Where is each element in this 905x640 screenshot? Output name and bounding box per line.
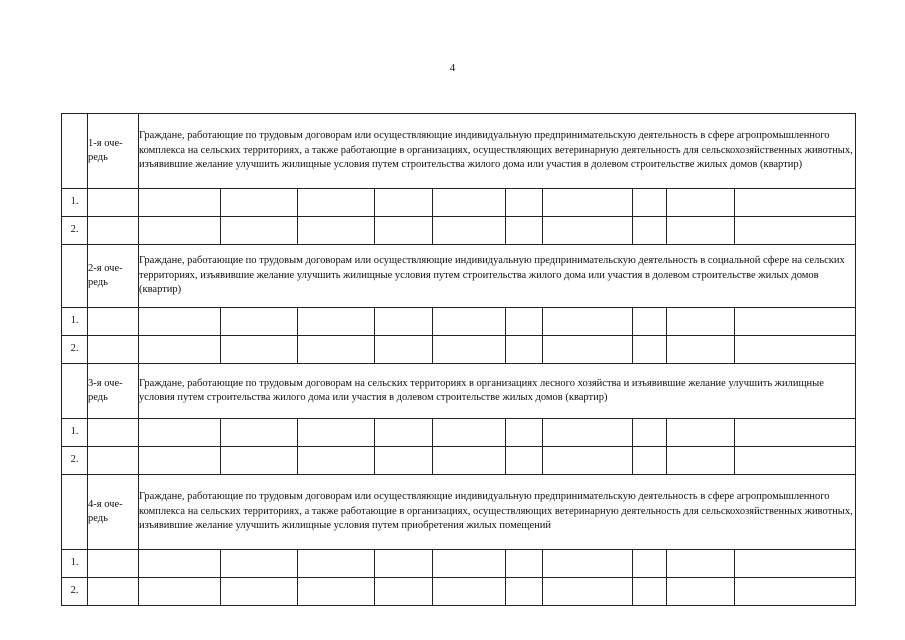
- queue-description: Граждане, работающие по трудовым договорам или осуществляющие индивидуальную предпринимательскую деятельность в сфере агропромышленного комплекса на сельских территориях, а также работающие в организациях, осуществляющих ветеринарную деятельность для сельскохозяйственных животных, изъявившие желание улучшить жилищные условия путем приобретения жилых помещений: [139, 475, 856, 550]
- table-cell-empty: [139, 447, 221, 475]
- table-cell-empty: [633, 419, 667, 447]
- table-cell-empty: [633, 578, 667, 606]
- queue-description: Граждане, работающие по трудовым договорам или осуществляющие индивидуальную предпринимательскую деятельность в социальной сфере на сельских территориях, изъявившие желание улучшить жилищные условия путем строительства жилого дома или участия в долевом строительстве жилых домов (квартир): [139, 245, 856, 308]
- table-cell-empty: [506, 419, 543, 447]
- group-number-cell: [62, 475, 88, 550]
- table-cell-empty: [506, 550, 543, 578]
- table-cell-empty: [667, 217, 735, 245]
- table-cell-empty: [633, 336, 667, 364]
- table-cell-empty: [88, 336, 139, 364]
- table-cell-empty: [433, 336, 506, 364]
- queue-label: 1-я оче- редь: [88, 114, 139, 189]
- table-cell-empty: [506, 308, 543, 336]
- table-cell-empty: [433, 189, 506, 217]
- table-cell-empty: [221, 217, 298, 245]
- table-cell-empty: [543, 419, 633, 447]
- table-cell-empty: [433, 578, 506, 606]
- table-cell-empty: [543, 578, 633, 606]
- table-cell-empty: [298, 578, 375, 606]
- queue-group-row: [62, 475, 856, 550]
- table-cell-empty: [633, 217, 667, 245]
- table-cell-empty: [375, 550, 433, 578]
- table-cell-empty: [221, 419, 298, 447]
- table-cell-empty: [88, 217, 139, 245]
- table-cell-empty: [298, 550, 375, 578]
- table-cell-empty: [735, 550, 856, 578]
- housing-queue-table: [61, 113, 856, 606]
- table-cell-empty: [543, 217, 633, 245]
- row-number: 1.: [62, 550, 88, 578]
- table-cell-empty: [221, 447, 298, 475]
- row-number: 2.: [62, 447, 88, 475]
- table-cell-empty: [667, 447, 735, 475]
- table-row: [62, 419, 856, 447]
- table-cell-empty: [667, 336, 735, 364]
- table-cell-empty: [735, 217, 856, 245]
- table-body: [62, 114, 856, 606]
- table-cell-empty: [735, 447, 856, 475]
- table-cell-empty: [667, 550, 735, 578]
- table-cell-empty: [633, 189, 667, 217]
- table-cell-empty: [298, 447, 375, 475]
- table-cell-empty: [433, 419, 506, 447]
- table-row: [62, 189, 856, 217]
- table-cell-empty: [667, 308, 735, 336]
- table-cell-empty: [433, 308, 506, 336]
- table-cell-empty: [139, 336, 221, 364]
- table-row: [62, 447, 856, 475]
- table-row: [62, 336, 856, 364]
- table-cell-empty: [298, 336, 375, 364]
- table-cell-empty: [375, 419, 433, 447]
- table-cell-empty: [543, 308, 633, 336]
- group-number-cell: [62, 364, 88, 419]
- group-number-cell: [62, 114, 88, 189]
- table-row: [62, 217, 856, 245]
- table-cell-empty: [735, 308, 856, 336]
- table-cell-empty: [506, 189, 543, 217]
- table-cell-empty: [221, 336, 298, 364]
- table-cell-empty: [543, 447, 633, 475]
- table-cell-empty: [375, 336, 433, 364]
- row-number: 2.: [62, 336, 88, 364]
- queue-label: 2-я оче- редь: [88, 245, 139, 308]
- table-cell-empty: [375, 578, 433, 606]
- table-cell-empty: [543, 550, 633, 578]
- table-cell-empty: [735, 189, 856, 217]
- table-cell-empty: [633, 308, 667, 336]
- queue-description: Граждане, работающие по трудовым договорам на сельских территориях в организациях лесного хозяйства и изъявившие желание улучшить жилищные условия путем строительства жилого дома или участия в долевом строительстве жилых домов (квартир): [139, 364, 856, 419]
- table-cell-empty: [735, 419, 856, 447]
- table-cell-empty: [506, 447, 543, 475]
- row-number: 1.: [62, 189, 88, 217]
- table-cell-empty: [633, 550, 667, 578]
- page-number: 4: [449, 62, 456, 74]
- table-row: [62, 578, 856, 606]
- table-cell-empty: [221, 189, 298, 217]
- table-cell-empty: [667, 578, 735, 606]
- table-cell-empty: [375, 189, 433, 217]
- table-cell-empty: [298, 189, 375, 217]
- table-cell-empty: [139, 189, 221, 217]
- table-cell-empty: [139, 550, 221, 578]
- table-cell-empty: [298, 419, 375, 447]
- queue-group-row: [62, 114, 856, 189]
- table-cell-empty: [139, 308, 221, 336]
- table-cell-empty: [88, 578, 139, 606]
- table-cell-empty: [506, 578, 543, 606]
- queue-group-row: [62, 364, 856, 419]
- table-cell-empty: [298, 308, 375, 336]
- table-cell-empty: [221, 550, 298, 578]
- table-cell-empty: [88, 550, 139, 578]
- table-cell-empty: [735, 578, 856, 606]
- table-cell-empty: [543, 336, 633, 364]
- group-number-cell: [62, 245, 88, 308]
- queue-label: 3-я оче- редь: [88, 364, 139, 419]
- table-cell-empty: [139, 419, 221, 447]
- table-cell-empty: [735, 336, 856, 364]
- table-cell-empty: [221, 308, 298, 336]
- table-cell-empty: [298, 217, 375, 245]
- table-cell-empty: [88, 308, 139, 336]
- row-number: 1.: [62, 419, 88, 447]
- queue-description: Граждане, работающие по трудовым договорам или осуществляющие индивидуальную предпринимательскую деятельность в сфере агропромышленного комплекса на сельских территориях, а также работающие в организациях, осуществляющих ветеринарную деятельность для сельскохозяйственных животных, изъявившие желание улучшить жилищные условия путем строительства жилого дома или участия в долевом строительстве жилых домов (квартир): [139, 114, 856, 189]
- table-cell-empty: [633, 447, 667, 475]
- table-cell-empty: [433, 447, 506, 475]
- table-cell-empty: [221, 578, 298, 606]
- table-cell-empty: [433, 550, 506, 578]
- table-cell-empty: [88, 189, 139, 217]
- table-cell-empty: [88, 447, 139, 475]
- table-cell-empty: [375, 308, 433, 336]
- table-cell-empty: [543, 189, 633, 217]
- table-cell-empty: [506, 217, 543, 245]
- table-cell-empty: [139, 217, 221, 245]
- table-cell-empty: [375, 447, 433, 475]
- queue-label: 4-я оче- редь: [88, 475, 139, 550]
- table-cell-empty: [88, 419, 139, 447]
- table-cell-empty: [667, 419, 735, 447]
- row-number: 2.: [62, 217, 88, 245]
- table-row: [62, 550, 856, 578]
- row-number: 1.: [62, 308, 88, 336]
- table-cell-empty: [506, 336, 543, 364]
- table-cell-empty: [139, 578, 221, 606]
- table-cell-empty: [667, 189, 735, 217]
- row-number: 2.: [62, 578, 88, 606]
- table-cell-empty: [433, 217, 506, 245]
- queue-group-row: [62, 245, 856, 308]
- table-cell-empty: [375, 217, 433, 245]
- table-row: [62, 308, 856, 336]
